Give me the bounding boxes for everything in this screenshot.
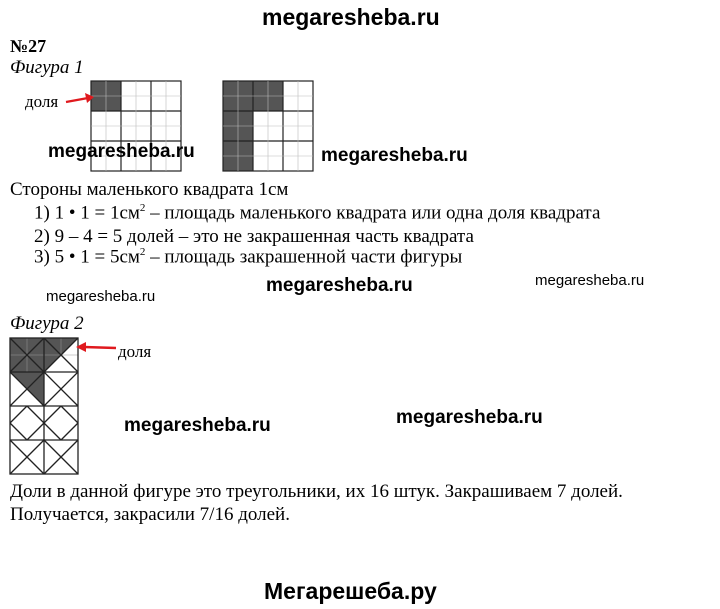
explanation1-line3-sup: 2	[139, 246, 146, 258]
figure2-grid	[10, 338, 82, 476]
explanation1-line3	[34, 246, 462, 268]
figure2-share-arrow	[74, 340, 118, 354]
figure2-watermark-left: megaresheba.ru	[124, 415, 271, 436]
figure1-label: Фигура 1	[10, 57, 84, 78]
explanation1-intro: Стороны маленького квадрата 1см	[10, 179, 289, 200]
explanation1-line1-b: – площадь маленького квадрата или одна доля квадрата	[145, 202, 601, 224]
figure1-grid-right	[223, 81, 315, 173]
explanation1-line3-a: 3) 5 • 1 = 5см	[34, 246, 140, 268]
explanation1-line1-a: 1) 1 • 1 = 1см	[34, 202, 140, 224]
figure1-share-arrow	[66, 92, 96, 108]
figure2-watermark-right: megaresheba.ru	[396, 407, 543, 428]
figure2-share-label: доля	[118, 342, 152, 361]
watermark-small-right: megaresheba.ru	[535, 272, 645, 289]
explanation2-line1: Доли в данной фигуре это треугольники, их 16 штук. Закрашиваем 7 долей.	[10, 481, 623, 502]
explanation1-line1	[34, 202, 600, 224]
explanation2-line2: Получается, закрасили 7/16 долей.	[10, 504, 290, 525]
task-number: №27	[10, 36, 47, 56]
figure2-label: Фигура 2	[10, 313, 84, 334]
figure1-watermark-right: megaresheba.ru	[321, 145, 468, 166]
figure1-watermark-left: megaresheba.ru	[48, 141, 195, 162]
footer-site: Мегарешеба.ру	[264, 578, 437, 604]
watermark-small-left: megaresheba.ru	[46, 288, 156, 305]
watermark-center: megaresheba.ru	[266, 275, 413, 296]
explanation1-line3-b: – площадь закрашенной части фигуры	[145, 246, 463, 268]
figure1-share-label: доля	[25, 92, 59, 111]
header-site-watermark: megaresheba.ru	[262, 4, 440, 30]
explanation1-line1-sup: 2	[139, 202, 146, 214]
explanation1-line2: 2) 9 – 4 = 5 долей – это не закрашенная часть квадрата	[34, 226, 474, 247]
